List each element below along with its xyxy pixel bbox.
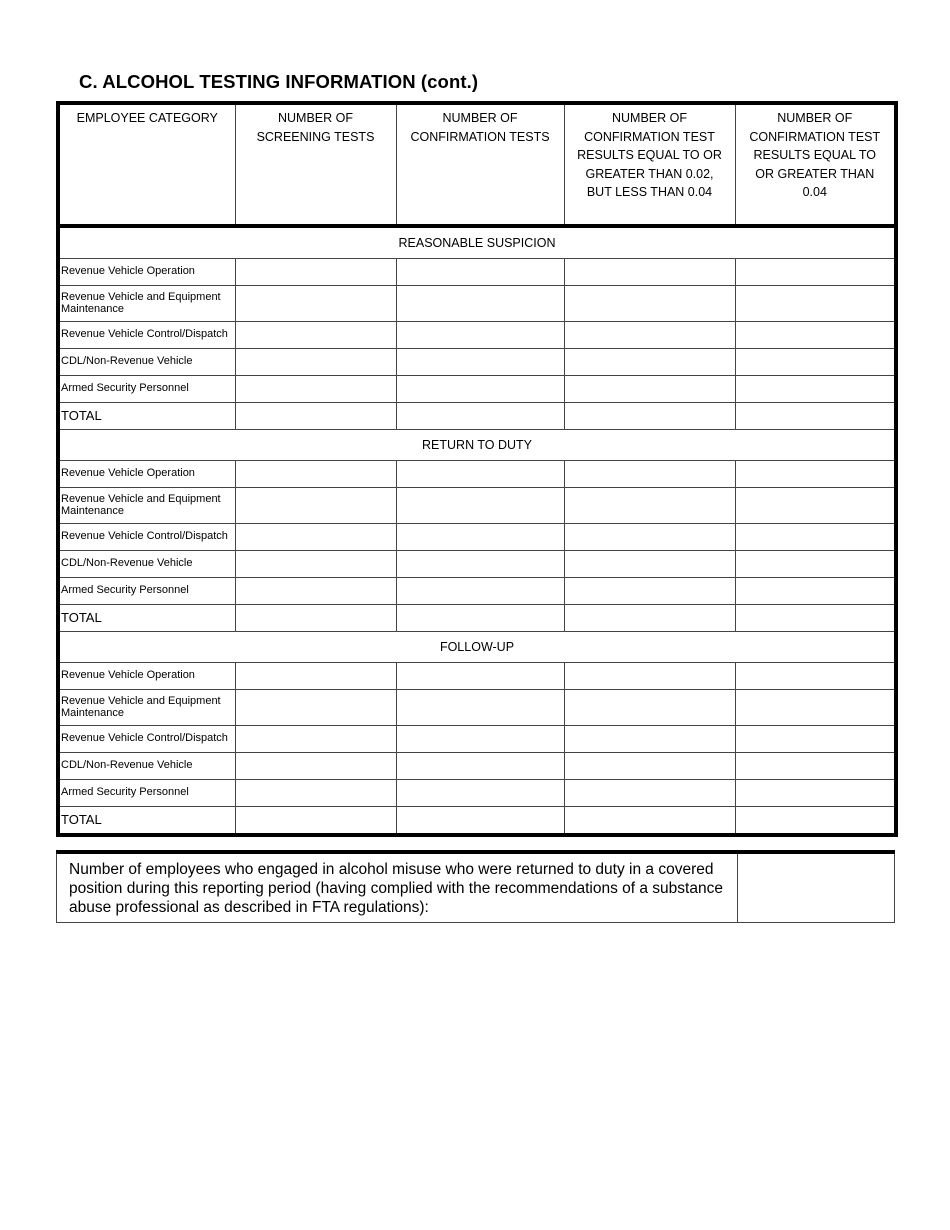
input-cell-confirmation[interactable] <box>396 551 564 578</box>
row-label: Revenue Vehicle Operation <box>58 259 235 286</box>
input-cell-screening[interactable] <box>235 663 396 690</box>
input-cell-results-002-004[interactable] <box>564 403 735 430</box>
row-label: Armed Security Personnel <box>58 780 235 807</box>
returned-to-duty-label: Number of employees who engaged in alcohol misuse who were returned to duty in a covered position during this reporting period (having complied with the recommendations of a substance abuse professional as described in FTA regulations): <box>57 852 738 923</box>
table-row <box>58 551 896 578</box>
input-cell-screening[interactable] <box>235 807 396 836</box>
header-results-004: NUMBER OF CONFIRMATION TEST RESULTS EQUAL TO OR GREATER THAN 0.04 <box>735 103 896 226</box>
returned-to-duty-note <box>56 850 895 923</box>
input-cell-results-004[interactable] <box>735 780 896 807</box>
input-cell-results-004[interactable] <box>735 349 896 376</box>
input-cell-results-004[interactable] <box>735 461 896 488</box>
input-cell-results-004[interactable] <box>735 551 896 578</box>
input-cell-results-004[interactable] <box>735 259 896 286</box>
input-cell-results-004[interactable] <box>735 322 896 349</box>
input-cell-results-002-004[interactable] <box>564 349 735 376</box>
row-label: Revenue Vehicle Operation <box>58 461 235 488</box>
input-cell-results-002-004[interactable] <box>564 578 735 605</box>
input-cell-confirmation[interactable] <box>396 690 564 726</box>
row-label: CDL/Non-Revenue Vehicle <box>58 753 235 780</box>
input-cell-confirmation[interactable] <box>396 322 564 349</box>
input-cell-results-002-004[interactable] <box>564 663 735 690</box>
input-cell-results-002-004[interactable] <box>564 690 735 726</box>
table-row <box>58 524 896 551</box>
table-row <box>58 259 896 286</box>
input-cell-results-002-004[interactable] <box>564 605 735 632</box>
input-cell-confirmation[interactable] <box>396 578 564 605</box>
input-cell-screening[interactable] <box>235 349 396 376</box>
table-row <box>58 578 896 605</box>
section-row <box>58 430 896 461</box>
input-cell-confirmation[interactable] <box>396 488 564 524</box>
row-label: Revenue Vehicle Control/Dispatch <box>58 322 235 349</box>
table-row <box>58 286 896 322</box>
row-label: TOTAL <box>58 605 235 632</box>
input-cell-results-002-004[interactable] <box>564 259 735 286</box>
input-cell-results-002-004[interactable] <box>564 286 735 322</box>
input-cell-confirmation[interactable] <box>396 286 564 322</box>
input-cell-screening[interactable] <box>235 286 396 322</box>
input-cell-results-004[interactable] <box>735 807 896 836</box>
input-cell-results-002-004[interactable] <box>564 376 735 403</box>
input-cell-confirmation[interactable] <box>396 461 564 488</box>
table-row <box>58 488 896 524</box>
header-row <box>58 103 896 226</box>
table-row <box>58 780 896 807</box>
input-cell-results-002-004[interactable] <box>564 753 735 780</box>
input-cell-screening[interactable] <box>235 726 396 753</box>
input-cell-confirmation[interactable] <box>396 605 564 632</box>
table-row <box>58 605 896 632</box>
row-label: Armed Security Personnel <box>58 578 235 605</box>
input-cell-confirmation[interactable] <box>396 780 564 807</box>
table-row <box>58 726 896 753</box>
input-cell-confirmation[interactable] <box>396 376 564 403</box>
input-cell-results-004[interactable] <box>735 690 896 726</box>
input-cell-confirmation[interactable] <box>396 753 564 780</box>
input-cell-screening[interactable] <box>235 551 396 578</box>
section-row <box>58 632 896 663</box>
input-cell-results-004[interactable] <box>735 403 896 430</box>
row-label: CDL/Non-Revenue Vehicle <box>58 349 235 376</box>
row-label: Revenue Vehicle Control/Dispatch <box>58 524 235 551</box>
section-title: FOLLOW-UP <box>58 632 896 663</box>
input-cell-confirmation[interactable] <box>396 524 564 551</box>
section-title: REASONABLE SUSPICION <box>58 226 896 259</box>
section-title: RETURN TO DUTY <box>58 430 896 461</box>
returned-to-duty-input[interactable] <box>738 852 895 923</box>
table-row <box>58 349 896 376</box>
input-cell-results-002-004[interactable] <box>564 780 735 807</box>
table-row <box>58 807 896 836</box>
input-cell-results-004[interactable] <box>735 488 896 524</box>
input-cell-screening[interactable] <box>235 403 396 430</box>
row-label: Revenue Vehicle Operation <box>58 663 235 690</box>
header-results-002-004: NUMBER OF CONFIRMATION TEST RESULTS EQUAL TO OR GREATER THAN 0.02, BUT LESS THAN 0.04 <box>564 103 735 226</box>
table-row <box>58 663 896 690</box>
input-cell-confirmation[interactable] <box>396 807 564 836</box>
input-cell-screening[interactable] <box>235 461 396 488</box>
input-cell-confirmation[interactable] <box>396 663 564 690</box>
table-row <box>58 461 896 488</box>
input-cell-results-002-004[interactable] <box>564 488 735 524</box>
input-cell-results-004[interactable] <box>735 286 896 322</box>
table-row <box>58 403 896 430</box>
table-row <box>58 376 896 403</box>
input-cell-results-004[interactable] <box>735 578 896 605</box>
input-cell-confirmation[interactable] <box>396 726 564 753</box>
row-label: Revenue Vehicle and Equipment Maintenance <box>58 488 235 524</box>
input-cell-results-004[interactable] <box>735 726 896 753</box>
input-cell-screening[interactable] <box>235 488 396 524</box>
header-employee-category: EMPLOYEE CATEGORY <box>58 103 235 226</box>
row-label: Armed Security Personnel <box>58 376 235 403</box>
input-cell-screening[interactable] <box>235 524 396 551</box>
input-cell-results-004[interactable] <box>735 376 896 403</box>
input-cell-screening[interactable] <box>235 578 396 605</box>
input-cell-confirmation[interactable] <box>396 403 564 430</box>
input-cell-screening[interactable] <box>235 780 396 807</box>
row-label: CDL/Non-Revenue Vehicle <box>58 551 235 578</box>
input-cell-screening[interactable] <box>235 605 396 632</box>
row-label: Revenue Vehicle Control/Dispatch <box>58 726 235 753</box>
input-cell-screening[interactable] <box>235 753 396 780</box>
input-cell-results-004[interactable] <box>735 524 896 551</box>
row-label: TOTAL <box>58 403 235 430</box>
row-label: Revenue Vehicle and Equipment Maintenance <box>58 286 235 322</box>
table-row <box>58 690 896 726</box>
input-cell-results-004[interactable] <box>735 605 896 632</box>
header-confirmation-tests: NUMBER OF CONFIRMATION TESTS <box>396 103 564 226</box>
input-cell-results-002-004[interactable] <box>564 461 735 488</box>
input-cell-confirmation[interactable] <box>396 259 564 286</box>
input-cell-results-002-004[interactable] <box>564 551 735 578</box>
input-cell-results-004[interactable] <box>735 663 896 690</box>
input-cell-screening[interactable] <box>235 690 396 726</box>
section-row <box>58 226 896 259</box>
input-cell-screening[interactable] <box>235 259 396 286</box>
input-cell-results-002-004[interactable] <box>564 524 735 551</box>
input-cell-results-002-004[interactable] <box>564 726 735 753</box>
input-cell-confirmation[interactable] <box>396 349 564 376</box>
table-row <box>58 753 896 780</box>
row-label: TOTAL <box>58 807 235 836</box>
input-cell-screening[interactable] <box>235 322 396 349</box>
input-cell-screening[interactable] <box>235 376 396 403</box>
alcohol-testing-table <box>56 101 898 837</box>
page-title: C. ALCOHOL TESTING INFORMATION (cont.) <box>79 71 479 92</box>
input-cell-results-002-004[interactable] <box>564 807 735 836</box>
header-screening-tests: NUMBER OF SCREENING TESTS <box>235 103 396 226</box>
input-cell-results-004[interactable] <box>735 753 896 780</box>
table-row <box>58 322 896 349</box>
row-label: Revenue Vehicle and Equipment Maintenance <box>58 690 235 726</box>
input-cell-results-002-004[interactable] <box>564 322 735 349</box>
